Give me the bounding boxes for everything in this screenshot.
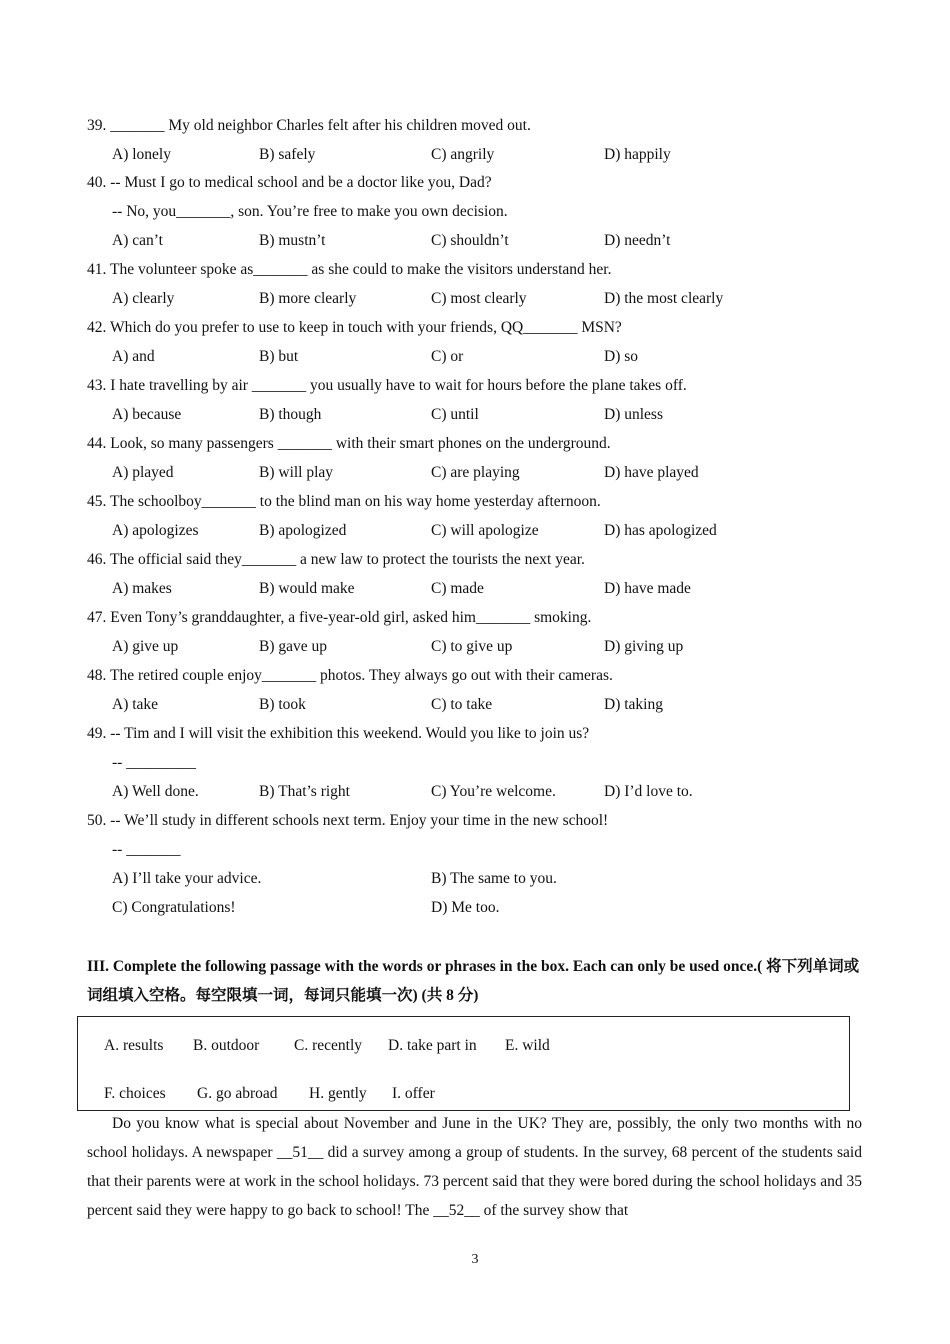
- q49-option-b: B) That’s right: [259, 783, 350, 800]
- q44-option-c: C) are playing: [431, 464, 520, 481]
- q41-option-d: D) the most clearly: [604, 290, 724, 307]
- word-bank-item: I. offer: [392, 1085, 435, 1102]
- q48-option-b: B) took: [259, 696, 306, 713]
- q47-option-b: B) gave up: [259, 638, 328, 655]
- question-41-stem: 41. The volunteer spoke as_______ as she could to make the visitors understand her.: [87, 261, 612, 278]
- q40-option-d: D) needn’t: [604, 232, 671, 249]
- word-bank-item: F. choices: [104, 1085, 166, 1102]
- section-3-heading: III. Complete the following passage with the words or phrases in the box. Each can only be used once.( 将下列单词或词组填入空格。每空限填一词，每词只能填一次) (共 8 分): [87, 958, 860, 1004]
- word-bank-item: H. gently: [309, 1085, 367, 1102]
- q43-option-d: D) unless: [604, 406, 663, 423]
- q39-option-b: B) safely: [259, 146, 316, 163]
- q45-option-d: D) has apologized: [604, 522, 717, 539]
- question-48-stem: 48. The retired couple enjoy_______ photos. They always go out with their cameras.: [87, 667, 613, 684]
- q49-option-a: A) Well done.: [112, 783, 199, 800]
- q39-option-c: C) angrily: [431, 146, 495, 163]
- q39-option-d: D) happily: [604, 146, 671, 163]
- q50-option-d: D) Me too.: [431, 899, 500, 916]
- q42-option-b: B) but: [259, 348, 299, 365]
- question-50-stem: 50. -- We’ll study in different schools next term. Enjoy your time in the new school!: [87, 812, 609, 829]
- word-bank-box: [77, 1016, 850, 1111]
- q40-option-b: B) mustn’t: [259, 232, 326, 249]
- q41-option-c: C) most clearly: [431, 290, 527, 307]
- q40-option-c: C) shouldn’t: [431, 232, 509, 249]
- q48-option-c: C) to take: [431, 696, 493, 713]
- q46-option-d: D) have made: [604, 580, 691, 597]
- q47-option-c: C) to give up: [431, 638, 513, 655]
- question-40-stem-line2: -- No, you_______, son. You’re free to make you own decision.: [112, 203, 508, 220]
- q43-option-b: B) though: [259, 406, 322, 423]
- q46-option-c: C) made: [431, 580, 484, 597]
- q41-option-a: A) clearly: [112, 290, 175, 307]
- q49-option-d: D) I’d love to.: [604, 783, 693, 800]
- q46-option-a: A) makes: [112, 580, 172, 597]
- question-39-stem: 39. _______ My old neighbor Charles felt after his children moved out.: [87, 117, 531, 134]
- q50-option-c: C) Congratulations!: [112, 899, 236, 916]
- q41-option-b: B) more clearly: [259, 290, 357, 307]
- word-bank-item: A. results: [104, 1037, 164, 1054]
- word-bank-item: B. outdoor: [193, 1037, 260, 1054]
- q44-option-b: B) will play: [259, 464, 334, 481]
- q50-option-b: B) The same to you.: [431, 870, 557, 887]
- q43-option-c: C) until: [431, 406, 479, 423]
- question-40-stem: 40. -- Must I go to medical school and be a doctor like you, Dad?: [87, 174, 492, 191]
- q42-option-a: A) and: [112, 348, 155, 365]
- question-50-response-blank: -- _______: [112, 841, 181, 858]
- question-44-stem: 44. Look, so many passengers _______ with their smart phones on the underground.: [87, 435, 611, 452]
- q39-option-a: A) lonely: [112, 146, 171, 163]
- q42-option-c: C) or: [431, 348, 464, 365]
- q45-option-a: A) apologizes: [112, 522, 199, 539]
- q49-option-c: C) You’re welcome.: [431, 783, 556, 800]
- word-bank-item: G. go abroad: [197, 1085, 278, 1102]
- q46-option-b: B) would make: [259, 580, 355, 597]
- question-49-stem: 49. -- Tim and I will visit the exhibition this weekend. Would you like to join us?: [87, 725, 590, 742]
- q45-option-b: B) apologized: [259, 522, 347, 539]
- word-bank-item: D. take part in: [388, 1037, 477, 1054]
- question-49-response-blank: -- _________: [112, 754, 196, 771]
- question-47-stem: 47. Even Tony’s granddaughter, a five-year-old girl, asked him_______ smoking.: [87, 609, 592, 626]
- q40-option-a: A) can’t: [112, 232, 163, 249]
- word-bank-item: E. wild: [505, 1037, 550, 1054]
- question-43-stem: 43. I hate travelling by air _______ you usually have to wait for hours before the plane takes off.: [87, 377, 687, 394]
- question-45-stem: 45. The schoolboy_______ to the blind man on his way home yesterday afternoon.: [87, 493, 601, 510]
- q44-option-a: A) played: [112, 464, 174, 481]
- word-bank-item: C. recently: [294, 1037, 363, 1054]
- q44-option-d: D) have played: [604, 464, 699, 481]
- q43-option-a: A) because: [112, 406, 182, 423]
- q48-option-a: A) take: [112, 696, 159, 713]
- page-number: 3: [471, 1252, 479, 1267]
- q48-option-d: D) taking: [604, 696, 663, 713]
- q47-option-d: D) giving up: [604, 638, 684, 655]
- q45-option-c: C) will apologize: [431, 522, 539, 539]
- q50-option-a: A) I’ll take your advice.: [112, 870, 262, 887]
- q47-option-a: A) give up: [112, 638, 179, 655]
- passage-text: Do you know what is special about November and June in the UK? They are, possibly, the only two months with no school holidays. A newspaper __51__ did a survey among a group of students. In the survey, 68 percent of the students said that their parents were at work in the school holidays. 73 percent said that they were bored during the school holidays and 35 percent said they were happy to go back to school! The __52__ of the survey show that: [87, 1115, 862, 1219]
- q42-option-d: D) so: [604, 348, 639, 365]
- question-42-stem: 42. Which do you prefer to use to keep in touch with your friends, QQ_______ MSN?: [87, 319, 622, 336]
- question-46-stem: 46. The official said they_______ a new law to protect the tourists the next year.: [87, 551, 585, 568]
